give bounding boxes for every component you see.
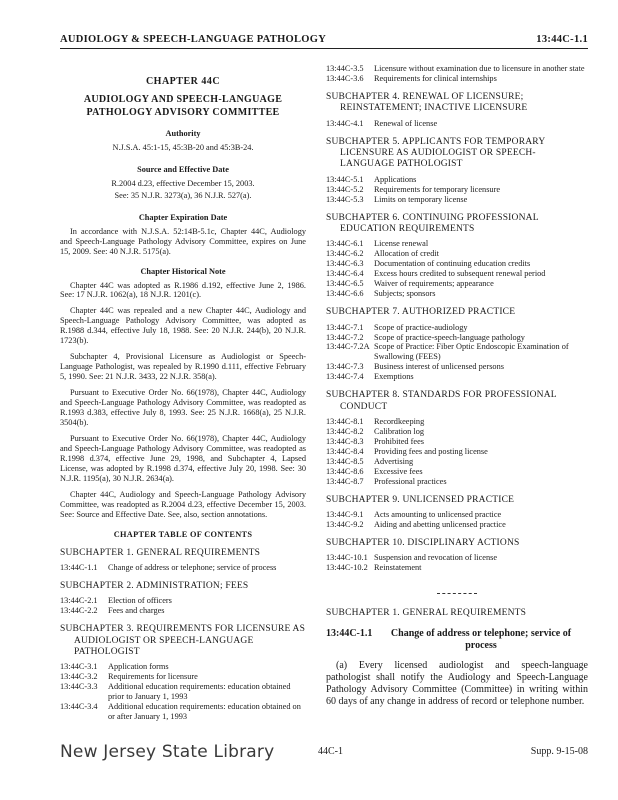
toc-row: 13:44C-7.2A Scope of Practice: Fiber Optic Endoscopic Examination of Swallowing (FEES) <box>326 342 569 362</box>
history-para-3: Subchapter 4, Provisional Licensure as Audiologist or Speech-Language Pathologist, was repealed by R.1990 d.111, effective February 5, 1990. See: 21 N.J.R. 3433, 22 N.J.R. 358(a). <box>60 352 306 382</box>
toc-row: 13:44C-6.4 Excess hours credited to subsequent renewal period <box>326 269 546 279</box>
toc-row: 13:44C-10.1 Suspension and revocation of license <box>326 553 498 563</box>
authority-heading: Authority <box>165 129 201 138</box>
toc-row: 13:44C-6.6 Subjects; sponsors <box>326 289 436 299</box>
toc-list-1 <box>60 563 306 573</box>
toc-row: 13:44C-3.1 Application forms <box>60 662 169 672</box>
section-number: 13:44C-1.1 <box>326 627 373 639</box>
toc-list-3 <box>60 662 306 722</box>
toc-row: 13:44C-7.1 Scope of practice-audiology <box>326 322 468 332</box>
chapter-name: AUDIOLOGY AND SPEECH-LANGUAGE PATHOLOGY ADVISORY COMMITTEE <box>83 94 283 118</box>
toc-subchapter-2: SUBCHAPTER 2. ADMINISTRATION; FEES <box>60 580 249 591</box>
toc-row: 13:44C-3.5 Licensure without examination due to licensure in another state <box>326 64 585 73</box>
toc-subchapter-5: SUBCHAPTER 5. APPLICANTS FOR TEMPORARY LICENSURE AS AUDIOLOGIST OR SPEECH- LANGUAGE PATHOLOGIST <box>326 136 546 170</box>
toc-row: 13:44C-8.5 Advertising <box>326 456 414 466</box>
header-rule <box>60 48 588 49</box>
toc-list-10 <box>326 553 588 573</box>
library-watermark: New Jersey State Library <box>60 742 275 762</box>
toc-list-2 <box>60 596 306 616</box>
toc-row: 13:44C-3.6 Requirements for clinical internships <box>326 73 497 83</box>
running-header <box>60 34 588 48</box>
toc-row: 13:44C-8.7 Professional practices <box>326 476 447 486</box>
left-column <box>60 64 306 722</box>
toc-row: 13:44C-6.5 Waiver of requirements; appearance <box>326 279 494 289</box>
toc-row: 13:44C-6.2 Allocation of credit <box>326 249 439 259</box>
toc-heading: CHAPTER TABLE OF CONTENTS <box>113 529 253 539</box>
toc-subchapter-4: SUBCHAPTER 4. RENEWAL OF LICENSURE; REINSTATEMENT; INACTIVE LICENSURE <box>326 91 528 114</box>
header-section: 13:44C-1.1 <box>536 34 588 45</box>
toc-row: 13:44C-3.3 Additional education requirements: education obtained prior to January 1, 1993 <box>60 682 291 702</box>
toc-row: 13:44C-8.3 Prohibited fees <box>326 436 425 446</box>
toc-row: 13:44C-7.4 Exemptions <box>326 372 414 382</box>
toc-subchapter-9: SUBCHAPTER 9. UNLICENSED PRACTICE <box>326 494 515 505</box>
toc-list-7 <box>326 323 588 383</box>
page-footer <box>60 742 588 766</box>
section-body: (a) Every licensed audiologist and speech-language pathologist shall notify the Audiology and Speech-Language Pathology Advisory Committee (Committee) in writing within 60 days of any change in address of record or telephone number. <box>326 659 588 708</box>
history-para-4: Pursuant to Executive Order No. 66(1978), Chapter 44C, Audiology and Speech-Language Pathology Advisory Committee, was readopted as R.1993 d.383, effective July 8, 1993. See: 25 N.J.R. 1668(a), 25 N.J.R. 3504(b). <box>60 388 306 427</box>
toc-list-5 <box>326 175 588 205</box>
history-para-1: Chapter 44C was adopted as R.1986 d.192, effective June 2, 1986. See: 17 N.J.R. 1062(a), 18 N.J.R. 1201(c). <box>60 280 306 300</box>
toc-subchapter-10: SUBCHAPTER 10. DISCIPLINARY ACTIONS <box>326 538 520 549</box>
source-line-2: See: 35 N.J.R. 3273(a), 36 N.J.R. 527(a). <box>114 190 252 200</box>
history-para-5: Pursuant to Executive Order No. 66(1978), Chapter 44C, Audiology and Speech-Language Pathology Advisory Committee, was readopted as R.1998 d.374, effective June 29, 1998, and Subchapter 4, Lapsed License, was adopted by R.1998 d.374, effective July 20, 1998. See: 30 N.J.R. 1195(a), 30 N.J.R. 2634(a). <box>60 433 306 483</box>
toc-row: 13:44C-8.1 Recordkeeping <box>326 417 425 427</box>
toc-row: 13:44C-4.1 Renewal of license <box>326 118 438 128</box>
toc-subchapter-7: SUBCHAPTER 7. AUTHORIZED PRACTICE <box>326 307 516 318</box>
toc-row: 13:44C-2.1 Election of officers <box>60 596 172 606</box>
toc-list-4 <box>326 119 588 129</box>
toc-list-8 <box>326 417 588 487</box>
page-number: 44C-1 <box>318 746 343 757</box>
subchapter-1-heading: SUBCHAPTER 1. GENERAL REQUIREMENTS <box>326 608 527 619</box>
toc-subchapter-3: SUBCHAPTER 3. REQUIREMENTS FOR LICENSURE AS AUDIOLOGIST OR SPEECH-LANGUAGE PATHOLOGIST <box>60 624 306 657</box>
toc-row: 13:44C-8.6 Excessive fees <box>326 466 423 476</box>
toc-row: 13:44C-9.2 Aiding and abetting unlicensed practice <box>326 520 506 530</box>
toc-row: 13:44C-3.2 Requirements for licensure <box>60 672 198 682</box>
toc-list-6 <box>326 239 588 299</box>
toc-list-3-cont <box>326 64 588 84</box>
supplement-date: Supp. 9-15-08 <box>530 746 588 757</box>
toc-row: 13:44C-5.1 Applications <box>326 174 417 184</box>
toc-row: 13:44C-6.1 License renewal <box>326 239 429 249</box>
toc-row: 13:44C-6.3 Documentation of continuing education credits <box>326 259 531 269</box>
historical-note-heading: Chapter Historical Note <box>140 266 226 276</box>
expiration-heading: Chapter Expiration Date <box>138 212 228 222</box>
toc-list-9 <box>326 510 588 530</box>
history-para-6: Chapter 44C, Audiology and Speech-Language Pathology Advisory Committee, was readopted as R.2004 d.23, effective December 15, 2003. See: Source and Effective Date. See, also, section annotations. <box>60 489 306 519</box>
authority-text: N.J.S.A. 45:1-15, 45:3B-20 and 45:3B-24. <box>112 142 254 152</box>
toc-row: 13:44C-5.2 Requirements for temporary licensure <box>326 184 501 194</box>
toc-row: 13:44C-7.2 Scope of practice-speech-language pathology <box>326 332 525 342</box>
section-title: Change of address or telephone; service of process <box>390 627 572 651</box>
toc-row: 13:44C-3.4 Additional education requirements: education obtained on or after January 1, 1993 <box>60 702 301 722</box>
toc-row: 13:44C-9.1 Acts amounting to unlicensed practice <box>326 510 502 520</box>
toc-row: 13:44C-10.2 Reinstatement <box>326 563 422 573</box>
chapter-number: CHAPTER 44C <box>145 76 221 87</box>
source-line-1: R.2004 d.23, effective December 15, 2003. <box>111 178 255 188</box>
history-para-2: Chapter 44C was repealed and a new Chapter 44C, Audiology and Speech-Language Pathology Advisory Committee, was adopted as R.1988 d.344, effective July 18, 1988. See: 20 N.J.R. 244(b), 20 N.J.R. 1723(b). <box>60 306 306 346</box>
toc-row: 13:44C-8.4 Providing fees and posting license <box>326 446 488 456</box>
source-heading: Source and Effective Date <box>137 164 229 174</box>
toc-row: 13:44C-5.3 Limits on temporary license <box>326 194 468 204</box>
right-column <box>326 64 588 708</box>
expiration-text: In accordance with N.J.S.A. 52:14B-5.1c, Chapter 44C, Audiology and Speech-Language Pathology Advisory Committee, expires on June 15, 2009. See: 40 N.J.R. 5175(a). <box>60 226 306 256</box>
toc-subchapter-6: SUBCHAPTER 6. CONTINUING PROFESSIONAL EDUCATION REQUIREMENTS <box>326 212 539 235</box>
section-separator <box>437 593 477 594</box>
toc-row: 13:44C-8.2 Calibration log <box>326 427 425 437</box>
header-title: AUDIOLOGY & SPEECH-LANGUAGE PATHOLOGY <box>60 34 327 45</box>
toc-subchapter-8: SUBCHAPTER 8. STANDARDS FOR PROFESSIONAL CONDUCT <box>326 390 557 412</box>
toc-row: 13:44C-1.1 Change of address or telephone; service of process <box>60 562 277 572</box>
toc-row: 13:44C-2.2 Fees and charges <box>60 606 165 616</box>
section-heading <box>326 628 588 652</box>
toc-subchapter-1: SUBCHAPTER 1. GENERAL REQUIREMENTS <box>60 547 261 558</box>
toc-row: 13:44C-7.3 Business interest of unlicensed persons <box>326 362 504 372</box>
